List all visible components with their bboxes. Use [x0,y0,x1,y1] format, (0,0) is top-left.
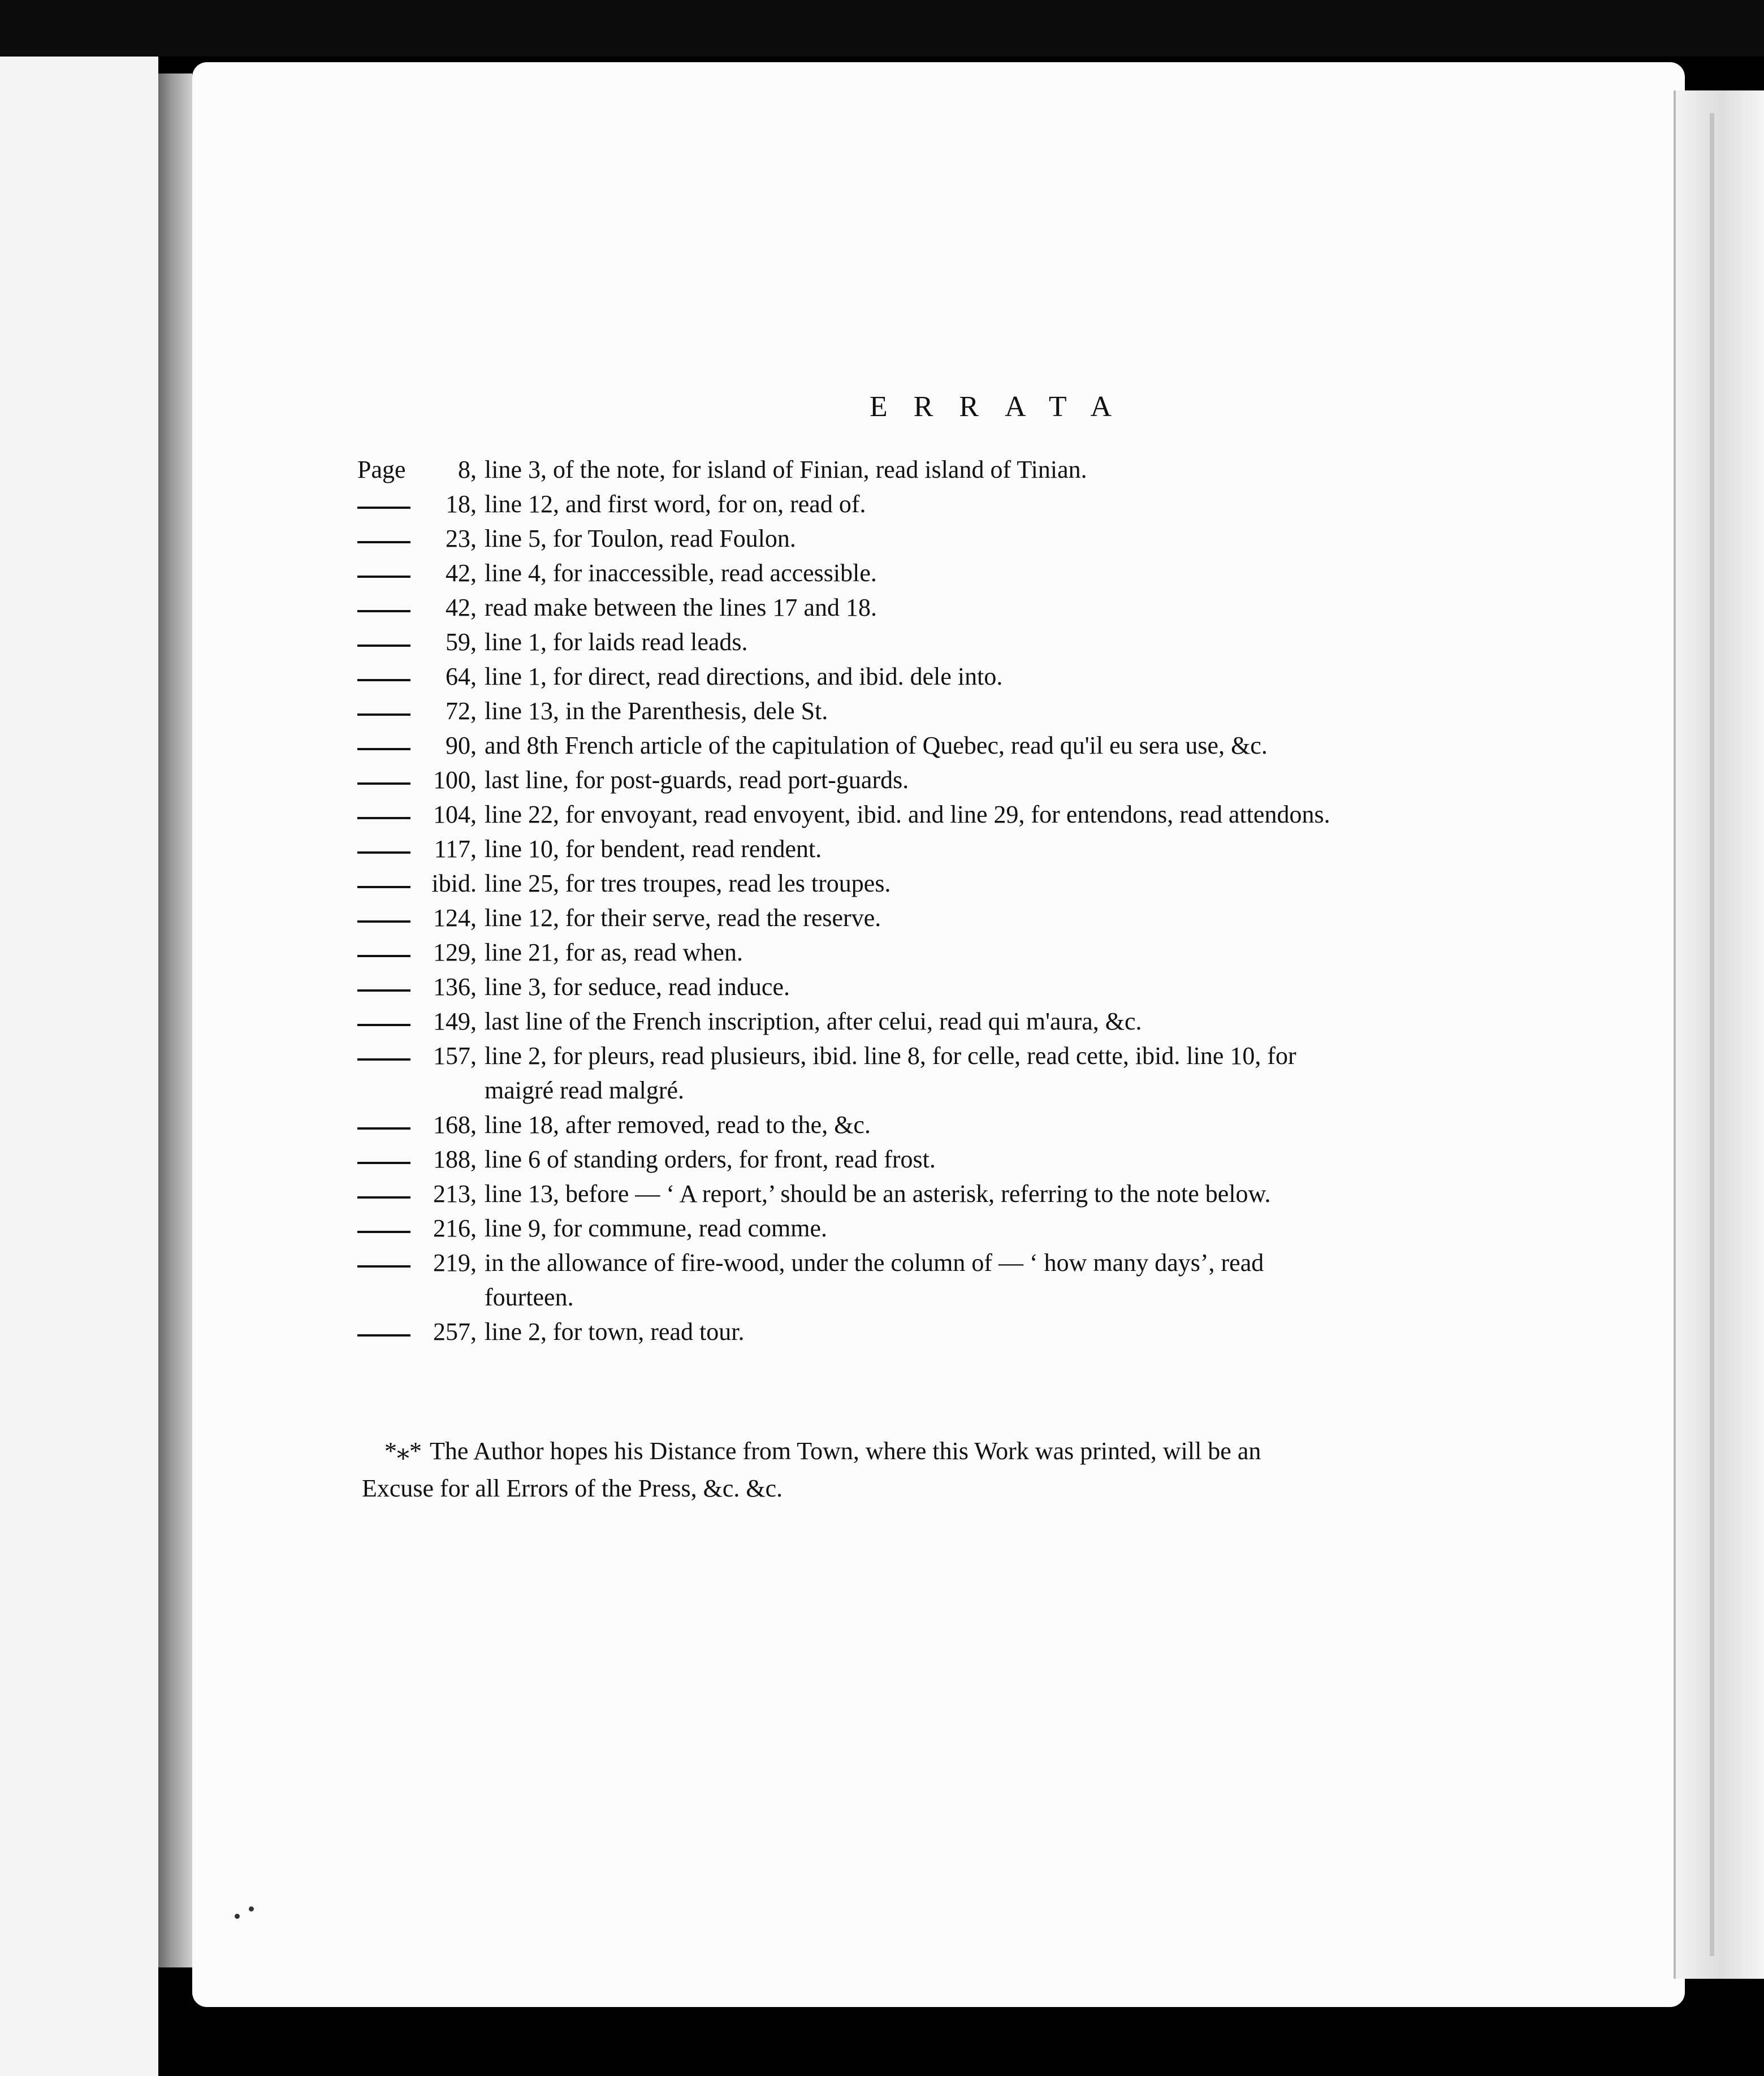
errata-entry [351,728,1334,763]
page-number: 257, [433,1318,477,1346]
scan-top-border [0,0,1764,57]
errata-entry [351,625,1334,659]
ditto-dash [357,610,410,612]
errata-entry [351,763,1334,797]
errata-entry [351,487,1334,521]
right-page-edges [1674,90,1764,1979]
page-number: 129, [433,938,477,966]
page-number: 42, [446,559,477,587]
correction-text: line 13, in the Parenthesis, dele St. [485,697,828,725]
author-note [362,1433,1323,1507]
errata-entry [351,1004,1334,1039]
page-number: 219, [433,1249,477,1277]
ditto-dash [357,507,410,509]
errata-entry [351,866,1334,901]
correction-text: line 2, for pleurs, read plusieurs, ibid. line 8, for celle, read cette, ibid. line 10, for maigré read malgré. [485,1042,1296,1104]
ditto-dash [357,782,410,785]
page-number: 64, [446,663,477,690]
errata-entry [351,452,1334,487]
page-number: 18, [446,490,477,518]
book-gutter [158,73,192,1967]
correction-text: line 25, for tres troupes, read les troupes. [485,870,891,897]
page-title: ERRATA [869,391,1138,423]
ink-speck [249,1906,254,1911]
page-number: 149, [433,1007,477,1035]
errata-entry [351,1039,1334,1108]
correction-text: line 18, after removed, read to the, &c. [485,1111,871,1139]
page-number: 42, [446,594,477,621]
correction-text: line 6 of standing orders, for front, read frost. [485,1145,936,1173]
errata-entry [351,1142,1334,1177]
correction-text: line 3, of the note, for island of Finian, read island of Tinian. [485,456,1087,483]
note-text: The Author hopes his Distance from Town, where this Work was printed, will be an Excuse for all Errors of the Press, &c. &c. [362,1437,1261,1502]
errata-entry [351,659,1334,694]
ink-speck [235,1914,240,1919]
correction-text: line 13, before — ‘ A report,’ should be an asterisk, referring to the note below. [485,1180,1271,1208]
page-number: 23, [446,525,477,552]
ditto-dash [357,1196,410,1199]
correction-text: line 3, for seduce, read induce. [485,973,790,1001]
errata-entry [351,590,1334,625]
ditto-dash [357,541,410,543]
ditto-dash [357,886,410,888]
errata-entry [351,694,1334,728]
page-number: 216, [433,1214,477,1242]
correction-text: line 22, for envoyant, read envoyent, ibid. and line 29, for entendons, read attendons. [485,801,1330,828]
page-number: 90, [446,732,477,759]
correction-text: line 1, for direct, read directions, and ibid. dele into. [485,663,1003,690]
correction-text: line 1, for laids read leads. [485,628,748,656]
ditto-dash [357,920,410,923]
page-number: 100, [433,766,477,794]
ditto-dash [357,1127,410,1130]
correction-text: read make between the lines 17 and 18. [485,594,877,621]
ditto-dash [357,576,410,578]
correction-text: line 12, for their serve, read the reserve. [485,904,881,932]
correction-text: last line, for post-guards, read port-guards. [485,766,909,794]
correction-text: in the allowance of fire-wood, under the column of — ‘ how many days’, read fourteen. [485,1249,1264,1311]
errata-entry [351,1245,1334,1314]
ditto-dash [357,955,410,957]
ditto-dash [357,817,410,819]
correction-text: line 21, for as, read when. [485,938,743,966]
errata-entry [351,1211,1334,1245]
errata-entry [351,901,1334,935]
page-number: 213, [433,1180,477,1208]
errata-entry [351,832,1334,866]
errata-entry [351,521,1334,556]
errata-entry [351,970,1334,1004]
errata-entry [351,1108,1334,1142]
correction-text: line 5, for Toulon, read Foulon. [485,525,796,552]
ditto-dash [357,1265,410,1268]
ditto-dash [357,1024,410,1026]
correction-text: line 2, for town, read tour. [485,1318,745,1346]
correction-text: line 9, for commune, read comme. [485,1214,828,1242]
page-number: 117, [434,835,477,863]
errata-entry [351,1314,1334,1349]
left-page-edge [0,57,158,2076]
asterism-mark: *⁎* [384,1437,422,1465]
page-number: 157, [433,1042,477,1070]
errata-entry [351,935,1334,970]
page-label: Page [357,456,406,483]
ditto-dash [357,989,410,992]
page-number: 8, [458,456,477,483]
page-number: 136, [433,973,477,1001]
page-number: 188, [433,1145,477,1173]
correction-text: line 10, for bendent, read rendent. [485,835,822,863]
ditto-dash [357,748,410,750]
page-number: 168, [433,1111,477,1139]
ditto-dash [357,679,410,681]
errata-entry [351,797,1334,832]
errata-entry [351,1177,1334,1211]
page-number: 59, [446,628,477,656]
ditto-dash [357,1058,410,1061]
ditto-dash [357,1231,410,1233]
page-number: 124, [433,904,477,932]
correction-text: line 12, and first word, for on, read of. [485,490,866,518]
correction-text: and 8th French article of the capitulation of Quebec, read qu'il eu sera use, &c. [485,732,1268,759]
page-number: ibid. [431,870,477,897]
ditto-dash [357,645,410,647]
page-number: 104, [433,801,477,828]
errata-entry [351,556,1334,590]
correction-text: last line of the French inscription, after celui, read qui m'aura, &c. [485,1007,1142,1035]
ditto-dash [357,1334,410,1337]
ditto-dash [357,713,410,716]
correction-text: line 4, for inaccessible, read accessible. [485,559,877,587]
ditto-dash [357,851,410,854]
errata-list [351,452,1334,1349]
ditto-dash [357,1162,410,1164]
page-number: 72, [446,697,477,725]
